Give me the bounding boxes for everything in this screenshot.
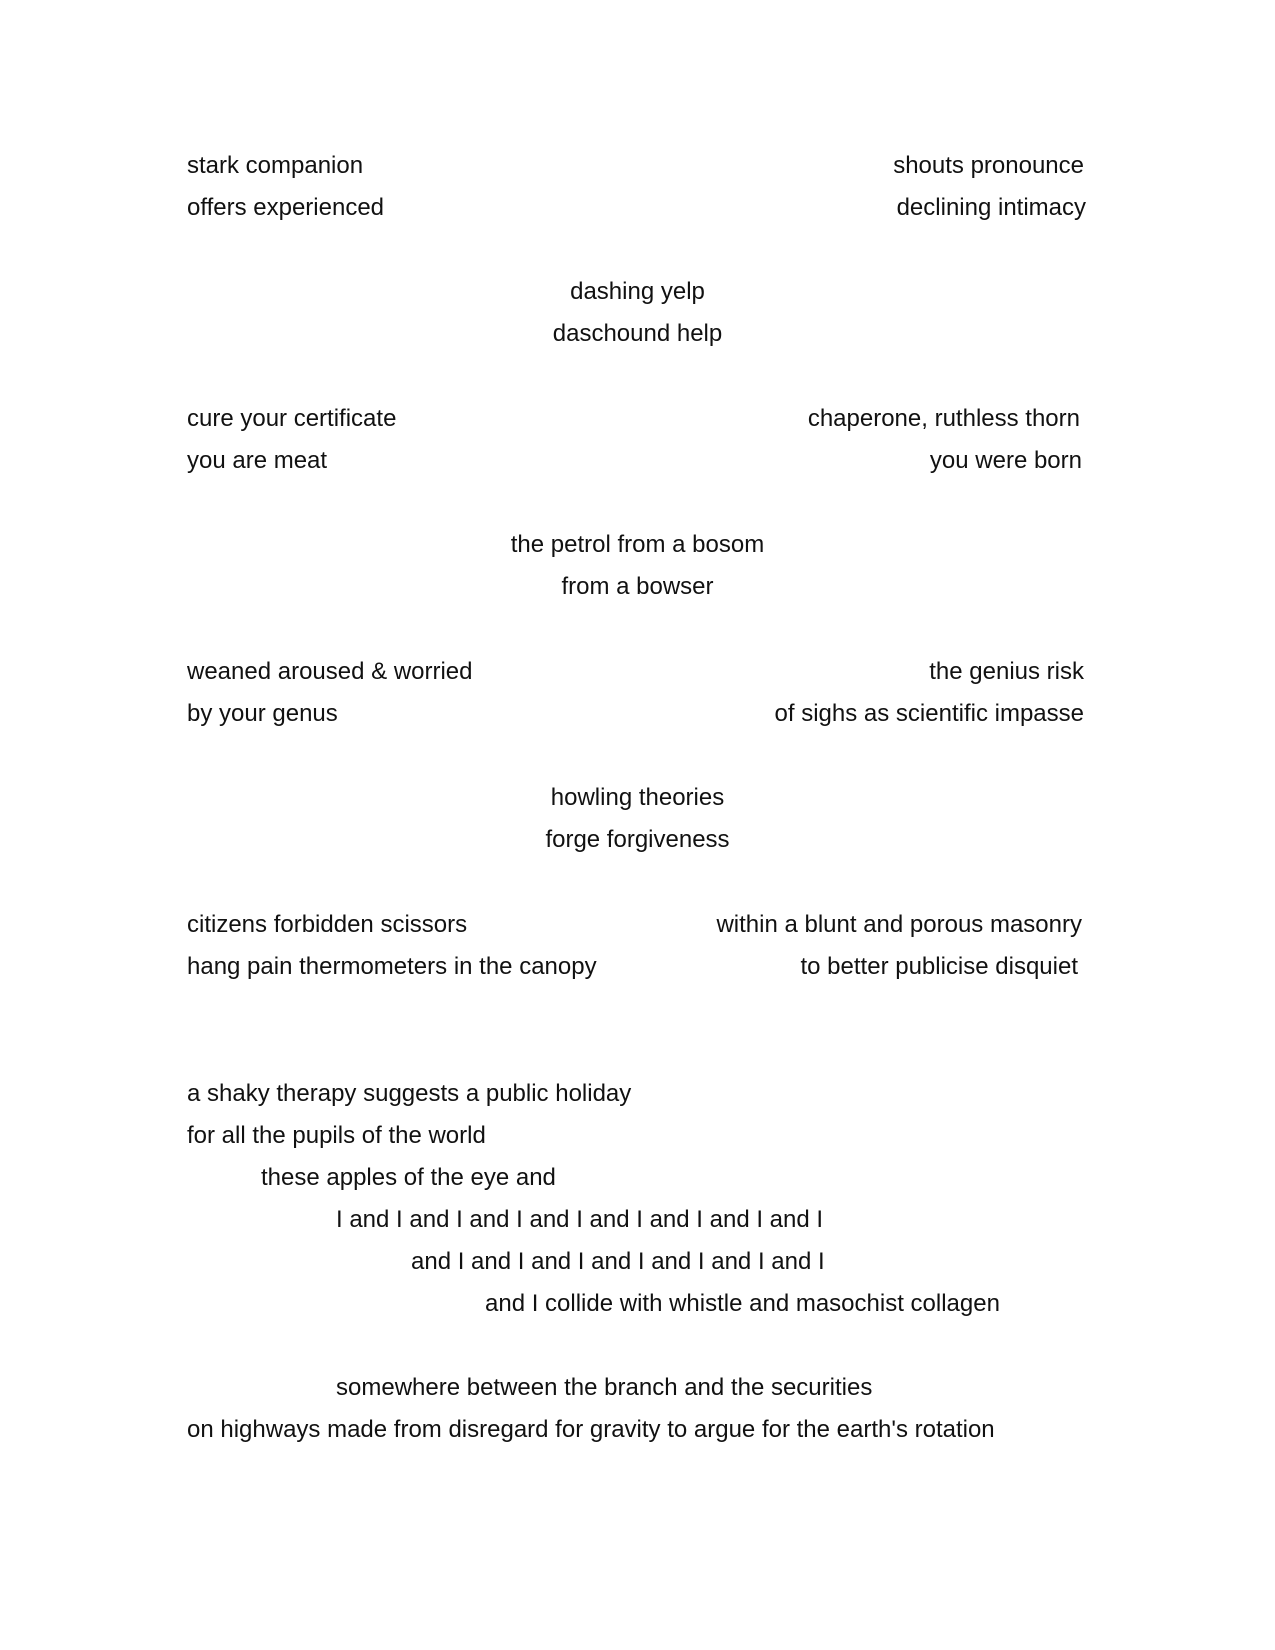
refrain-1-line-2: daschound help bbox=[552, 320, 723, 347]
stanza-1-left-line-1: stark companion bbox=[187, 152, 364, 179]
stanza-2-left-line-2: you are meat bbox=[187, 447, 328, 474]
refrain-3-line-1: howling theories bbox=[550, 784, 725, 811]
stanza-3-left-line-1: weaned aroused & worried bbox=[187, 658, 473, 685]
refrain-2-line-1: the petrol from a bosom bbox=[510, 531, 765, 558]
stanza-3-left-line-2: by your genus bbox=[187, 700, 338, 727]
stanza-4-right-line-1: within a blunt and porous masonry bbox=[716, 911, 1082, 938]
cascade-line-4: I and I and I and I and I and I and I and I and I bbox=[336, 1206, 824, 1233]
refrain-2-line-2: from a bowser bbox=[561, 573, 714, 600]
coda-line-2: on highways made from disregard for gravity to argue for the earth's rotation bbox=[187, 1416, 995, 1443]
coda-line-1: somewhere between the branch and the securities bbox=[336, 1374, 873, 1401]
cascade-line-6: and I collide with whistle and masochist collagen bbox=[485, 1290, 1000, 1317]
stanza-1-left-line-2: offers experienced bbox=[187, 194, 385, 221]
cascade-line-1: a shaky therapy suggests a public holiday bbox=[187, 1080, 632, 1107]
stanza-2-right-line-2: you were born bbox=[929, 447, 1082, 474]
stanza-3-right-line-1: the genius risk bbox=[929, 658, 1084, 685]
stanza-2-right-line-1: chaperone, ruthless thorn bbox=[807, 405, 1080, 432]
stanza-1-right-line-1: shouts pronounce bbox=[893, 152, 1084, 179]
cascade-line-5: and I and I and I and I and I and I and I bbox=[411, 1248, 825, 1275]
stanza-1-right-line-2: declining intimacy bbox=[896, 194, 1086, 221]
stanza-2-left-line-1: cure your certificate bbox=[187, 405, 397, 432]
refrain-3-line-2: forge forgiveness bbox=[545, 826, 730, 853]
cascade-line-2: for all the pupils of the world bbox=[187, 1122, 486, 1149]
stanza-4-left-line-2: hang pain thermometers in the canopy bbox=[187, 953, 597, 980]
cascade-line-3: these apples of the eye and bbox=[261, 1164, 556, 1191]
stanza-3-right-line-2: of sighs as scientific impasse bbox=[774, 700, 1084, 727]
stanza-4-right-line-2: to better publicise disquiet bbox=[800, 953, 1078, 980]
refrain-1-line-1: dashing yelp bbox=[570, 278, 705, 305]
stanza-4-left-line-1: citizens forbidden scissors bbox=[187, 911, 468, 938]
